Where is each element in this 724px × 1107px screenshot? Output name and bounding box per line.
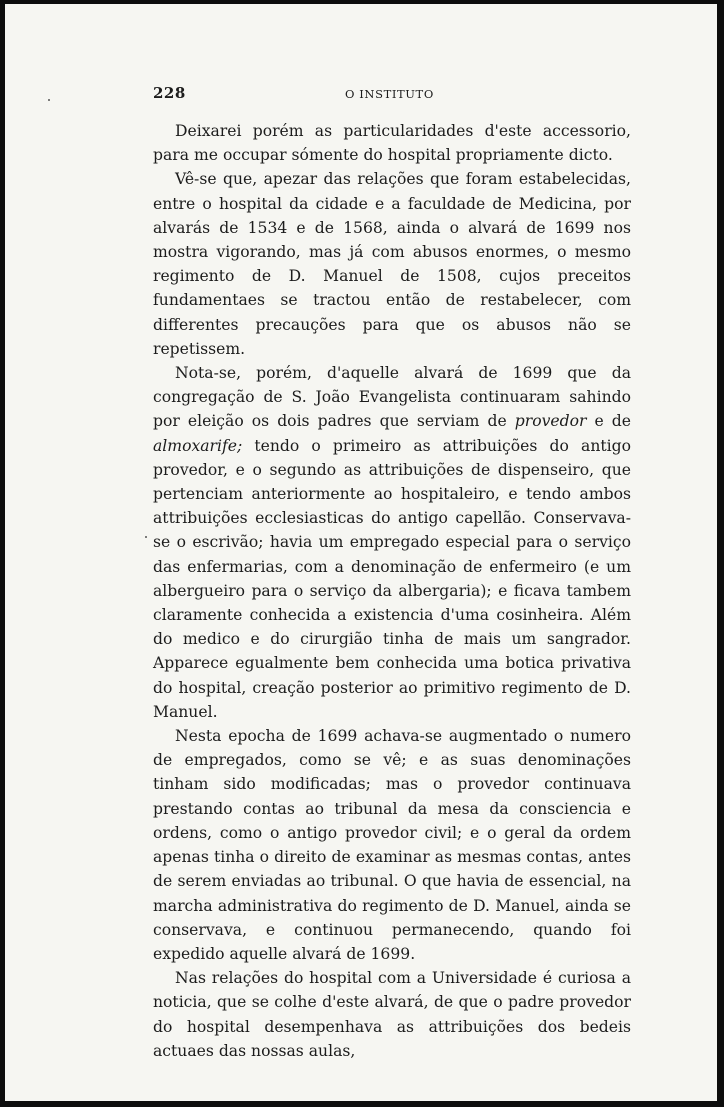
- paragraph-3-emphasis-provedor: provedor: [514, 412, 587, 431]
- page-header: [153, 84, 631, 104]
- paragraph-3-text-a: Nota-se, porém, d'aquelle alvará de 1699 que da congregação de S. João Evangelista continuaram sahindo por eleição os dois padres que serviam de: [153, 364, 631, 431]
- page-number: 228: [153, 84, 186, 102]
- paragraph-3-text-b: e de: [586, 412, 631, 431]
- paragraph-4: Nesta epocha de 1699 achava-se augmentado o numero de empregados, como se vê; e as suas denominações tinham sido modificadas; mas o provedor continuava prestando contas ao tribunal da mesa da consciencia e ordens, como o antigo provedor civil; e o geral da ordem apenas tinha o direito de examinar as mesmas contas, antes de serem enviadas ao tribunal. O que havia de essencial, na marcha administrativa do regimento de D. Manuel, ainda se conservava, e continuou permanecendo, quando foi expedido aquelle alvará de 1699.: [153, 727, 631, 963]
- paragraph-5: Nas relações do hospital com a Universidade é curiosa a noticia, que se colhe d'este alvará, de que o padre provedor do hospital desempenhava as attribuições dos bedeis actuaes das nossas aulas,: [153, 969, 631, 1060]
- paragraph-1: Deixarei porém as particularidades d'este accessorio, para me occupar sómente do hospital propriamente dicto.: [153, 122, 631, 165]
- book-page: [5, 4, 717, 1101]
- paragraph-2: Vê-se que, apezar das relações que foram estabelecidas, entre o hospital da cidade e a faculdade de Medicina, por alvarás de 1534 e de 1568, ainda o alvará de 1699 nos mostra vigorando, mas já com abusos enormes, o mesmo regimento de D. Manuel de 1508, cujos preceitos fundamentaes se tractou então de restabelecer, com differentes precauções para que os abusos não se repetissem.: [153, 170, 631, 358]
- paragraph-3: [153, 361, 631, 724]
- paper-speck: [145, 536, 147, 538]
- paragraph-3-emphasis-almoxarife: almoxarife;: [153, 436, 243, 455]
- paper-speck: [48, 99, 50, 101]
- body-text: [153, 119, 631, 1063]
- paragraph-3-text-c: tendo o primeiro as attribuições do antigo provedor, e o segundo as attribuições de dispenseiro, que pertenciam anteriormente ao hospitaleiro, e tendo ambos attribuições ecclesiasticas do antigo capellão. Conservava-se o escrivão; havia um empregado especial para o serviço das enfermarias, com a denominação de enfermeiro (e um albergueiro para o serviço da albergaria); e ficava tambem claramente conhecida a existencia d'uma cosinheira. Além do medico e do cirurgião tinha de mais um sangrador. Apparece egualmente bem conhecida uma botica privativa do hospital, creação posterior ao primitivo regimento de D. Manuel.: [153, 436, 631, 721]
- running-title: O INSTITUTO: [345, 87, 434, 101]
